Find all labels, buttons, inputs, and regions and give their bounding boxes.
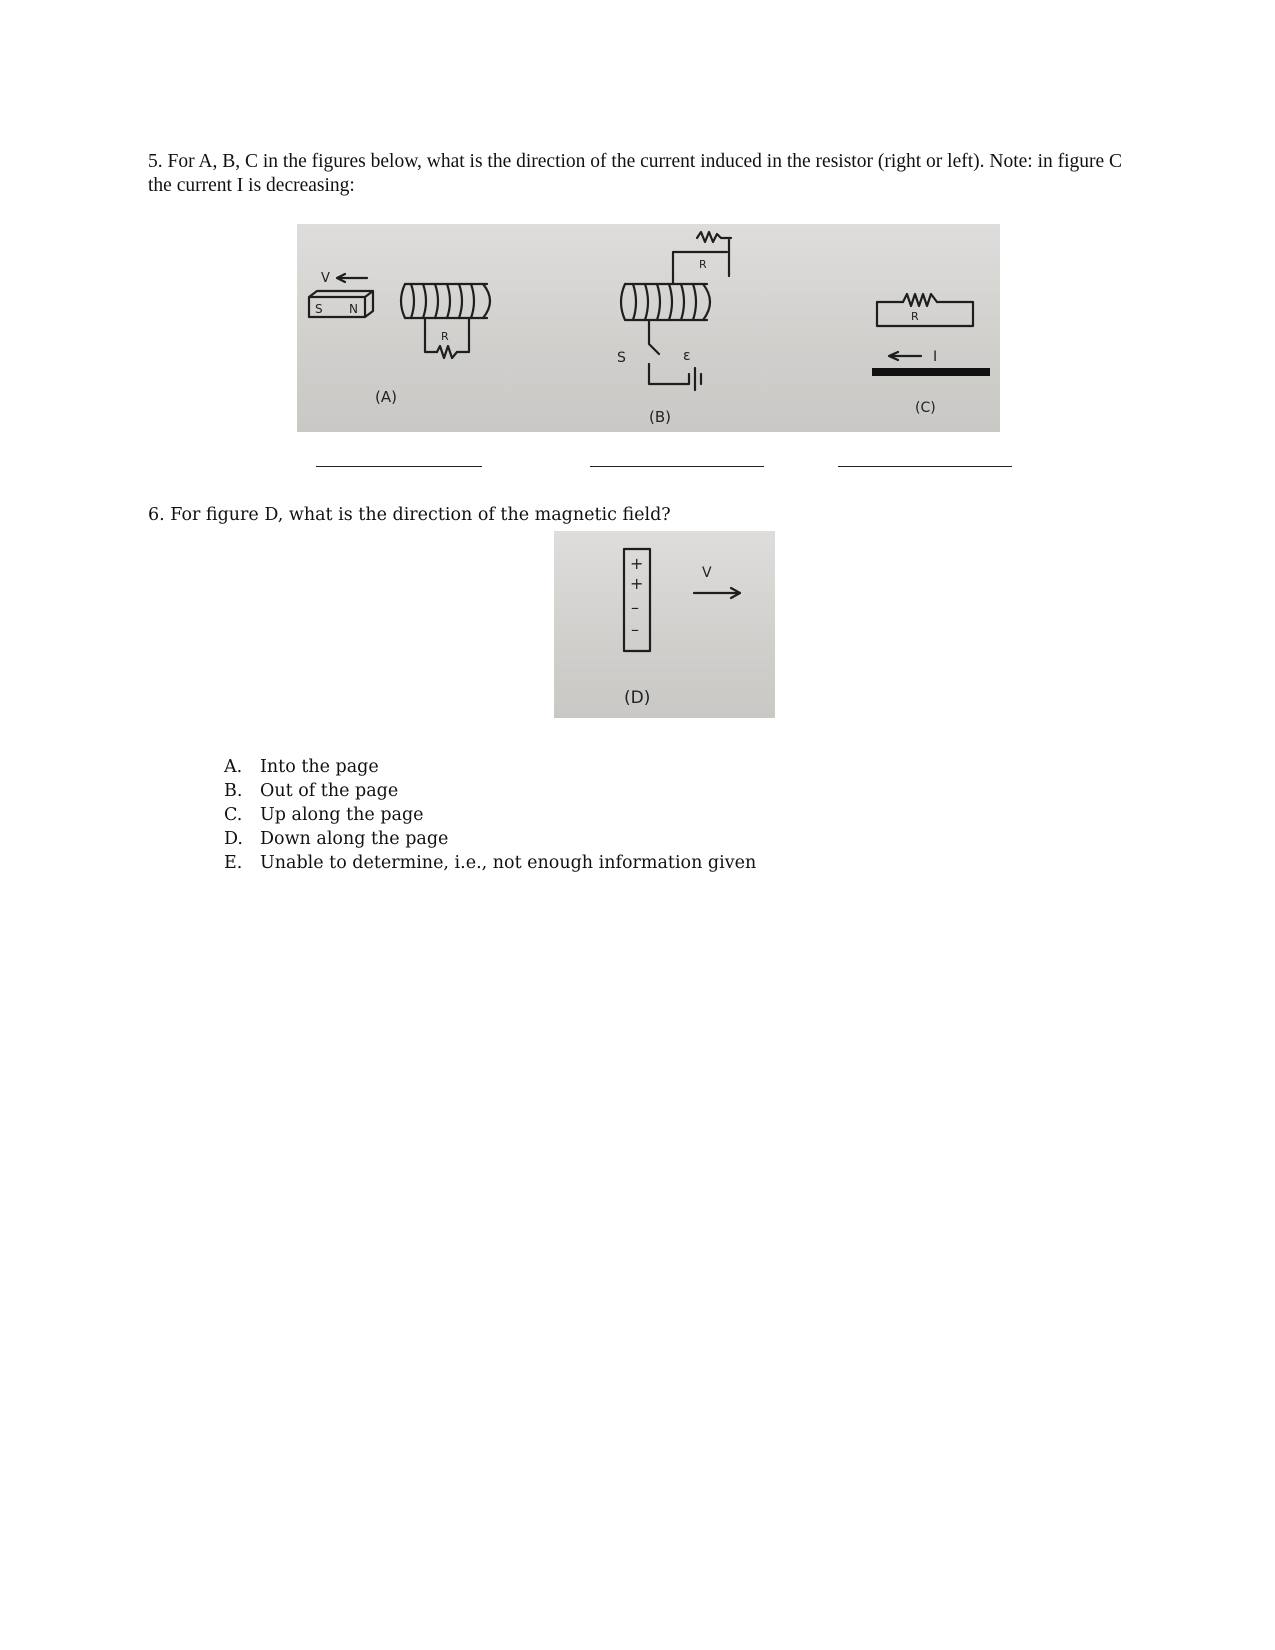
plus-sign-1: + (630, 554, 644, 573)
resistor-c (903, 294, 937, 306)
choice-letter: A. (224, 757, 243, 777)
figure-c (872, 294, 990, 416)
circuit-wire-b-bottom (649, 320, 701, 390)
choice-letter: E. (224, 853, 243, 873)
choice-text: Up along the page (260, 805, 424, 825)
figure-d-drawing (554, 531, 775, 718)
figure-abc-drawing (297, 224, 1000, 432)
current-label-c: I (933, 349, 938, 365)
emf-label: ε (683, 348, 691, 364)
figure-label-a: (A) (375, 388, 397, 406)
choice-text: Unable to determine, i.e., not enough information given (260, 853, 757, 873)
choice-d[interactable] (224, 827, 756, 851)
choice-text: Out of the page (260, 781, 399, 801)
resistor-label-b: R (699, 258, 707, 271)
resistor-b (687, 232, 731, 252)
choice-text: Into the page (260, 757, 379, 777)
choice-e[interactable] (224, 851, 756, 875)
switch-label: S (617, 350, 626, 366)
minus-sign-1: – (631, 598, 639, 617)
plus-sign-2: + (630, 574, 644, 593)
solenoid-a-coils (411, 284, 490, 318)
figure-d (554, 531, 775, 718)
figure-a (309, 271, 490, 406)
magnet-n-label: N (349, 302, 358, 316)
choice-text: Down along the page (260, 829, 449, 849)
current-wire-c (872, 368, 990, 376)
choice-c[interactable] (224, 803, 756, 827)
velocity-arrow-d (694, 588, 740, 598)
choice-letter: B. (224, 781, 243, 801)
choice-a[interactable] (224, 755, 756, 779)
choice-letter: C. (224, 805, 243, 825)
figure-label-d: (D) (624, 688, 651, 708)
figure-label-b: (B) (649, 408, 671, 426)
magnet-s-label: S (315, 302, 323, 316)
figure-b (617, 232, 731, 426)
question-5-text: 5. For A, B, C in the figures below, what is the direction of the current induced in the resistor (right or left). Note: in figure C the current I is decreasing: (148, 151, 1123, 196)
circuit-loop-c (877, 302, 973, 326)
choices-list (224, 755, 756, 875)
velocity-label-d: V (702, 565, 712, 581)
figure-label-c: (C) (915, 400, 936, 416)
minus-sign-2: – (631, 620, 639, 639)
figure-abc (297, 224, 1000, 432)
resistor-a (437, 346, 457, 358)
velocity-label-a: V (321, 271, 330, 286)
resistor-label-c: R (911, 310, 919, 323)
answer-blank-c[interactable] (838, 466, 1012, 467)
resistor-label-a: R (441, 330, 449, 343)
velocity-arrow-a (337, 274, 367, 282)
current-arrow-c (889, 352, 921, 360)
answer-blank-b[interactable] (590, 466, 764, 467)
answer-blank-a[interactable] (316, 466, 482, 467)
question-6-text: 6. For figure D, what is the direction of the magnetic field? (148, 505, 671, 525)
solenoid-b-coils (633, 284, 710, 320)
choice-letter: D. (224, 829, 243, 849)
choice-b[interactable] (224, 779, 756, 803)
